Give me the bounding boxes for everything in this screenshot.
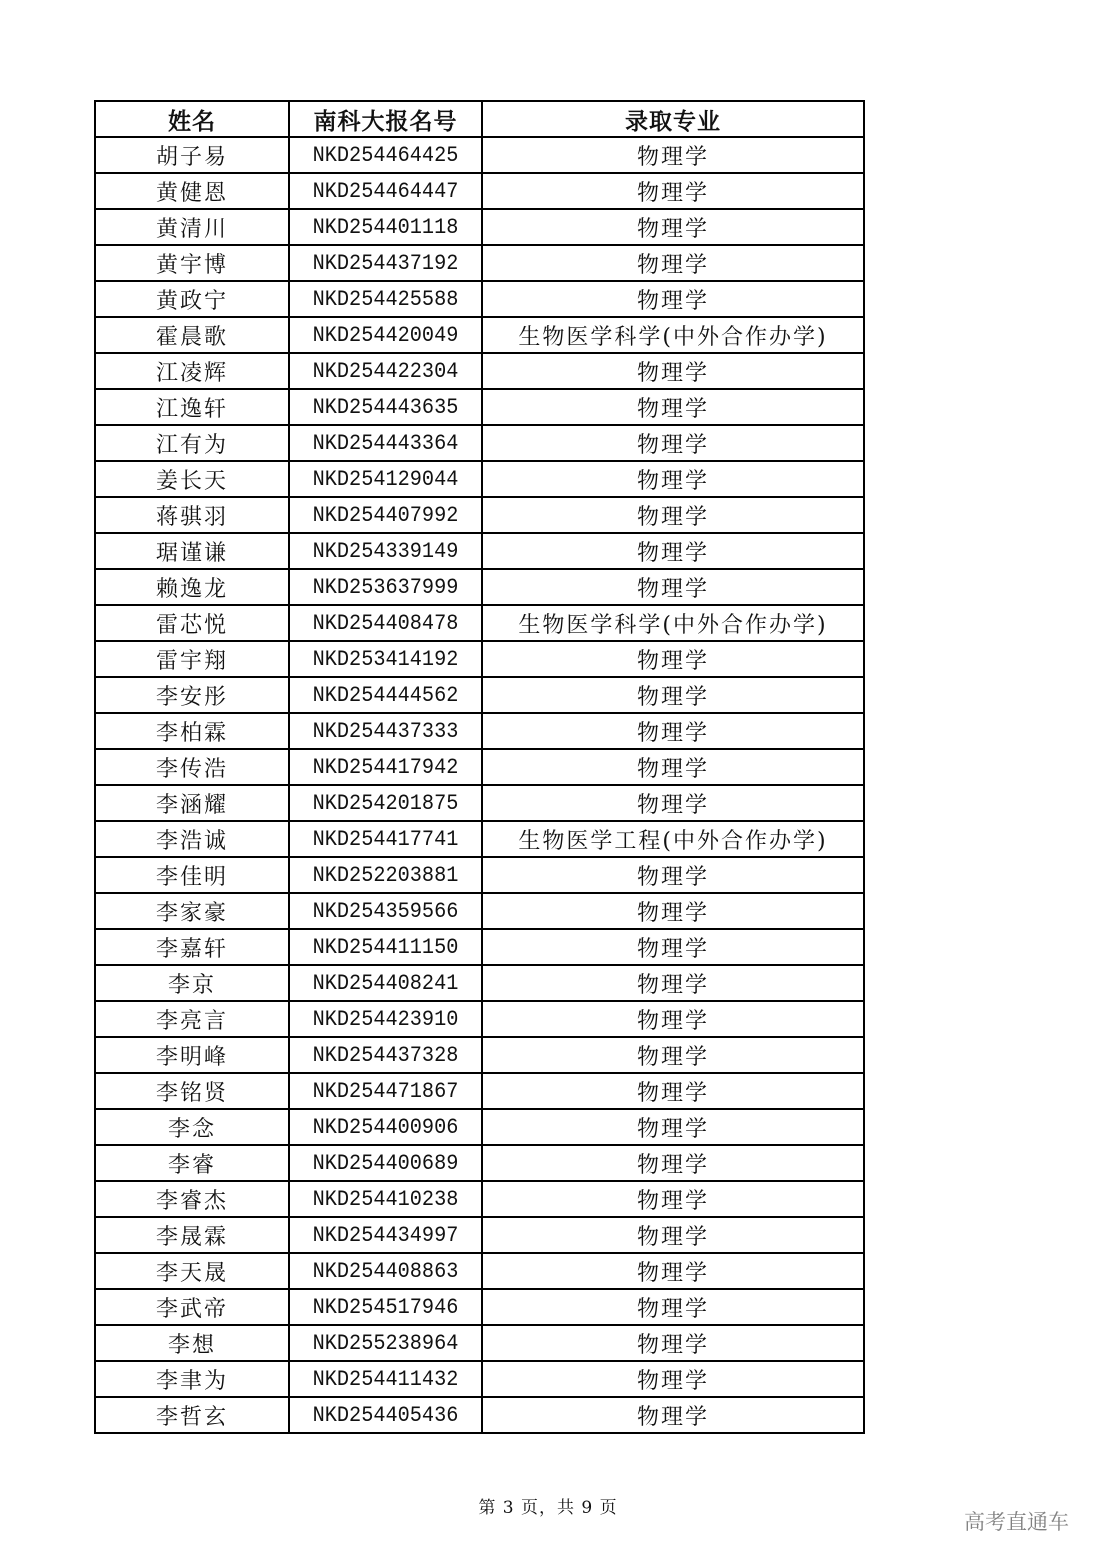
table-row	[95, 641, 864, 677]
header-major: 录取专业	[482, 101, 864, 137]
name-cell: 李传浩	[95, 749, 289, 785]
registration-id-cell: NKD254129044	[297, 461, 475, 497]
table-row	[95, 317, 864, 353]
table-row	[95, 1325, 864, 1361]
registration-id-cell: NKD254444562	[297, 677, 475, 713]
name-cell: 霍晨歌	[95, 317, 289, 353]
name-cell: 李京	[95, 965, 289, 1001]
registration-id-cell: NKD254411150	[297, 929, 475, 965]
registration-id-cell: NKD254443635	[297, 389, 475, 425]
table-row	[95, 749, 864, 785]
registration-id-cell: NKD254405436	[297, 1397, 475, 1433]
major-cell: 物理学	[482, 641, 864, 677]
name-cell: 李睿杰	[95, 1181, 289, 1217]
table-row	[95, 389, 864, 425]
major-cell: 物理学	[482, 857, 864, 893]
name-cell: 李佳明	[95, 857, 289, 893]
major-cell: 物理学	[482, 1073, 864, 1109]
major-cell: 物理学	[482, 677, 864, 713]
registration-id-cell: NKD255238964	[297, 1325, 475, 1361]
registration-id-cell: NKD254464425	[297, 137, 475, 173]
table-row	[95, 929, 864, 965]
table-row	[95, 1037, 864, 1073]
registration-id-cell: NKD252203881	[297, 857, 475, 893]
table-row	[95, 965, 864, 1001]
registration-id-cell: NKD253414192	[297, 641, 475, 677]
table-row	[95, 1181, 864, 1217]
major-cell: 生物医学科学(中外合作办学)	[482, 605, 864, 641]
name-cell: 李想	[95, 1325, 289, 1361]
name-cell: 琚谨谦	[95, 533, 289, 569]
major-cell: 物理学	[482, 929, 864, 965]
name-cell: 李睿	[95, 1145, 289, 1181]
page-footer	[0, 1493, 1099, 1518]
table-row	[95, 605, 864, 641]
name-cell: 雷芯悦	[95, 605, 289, 641]
table-row	[95, 1001, 864, 1037]
major-cell: 物理学	[482, 1217, 864, 1253]
table-row	[95, 1289, 864, 1325]
name-cell: 雷宇翔	[95, 641, 289, 677]
major-cell: 物理学	[482, 1109, 864, 1145]
name-cell: 蒋骐羽	[95, 497, 289, 533]
registration-id-cell: NKD254401118	[297, 209, 475, 245]
major-cell: 物理学	[482, 389, 864, 425]
major-cell: 物理学	[482, 173, 864, 209]
registration-id-cell: NKD254420049	[297, 317, 475, 353]
registration-id-cell: NKD254434997	[297, 1217, 475, 1253]
registration-id-cell: NKD254464447	[297, 173, 475, 209]
major-cell: 物理学	[482, 425, 864, 461]
registration-id-cell: NKD254408478	[297, 605, 475, 641]
table-row	[95, 1397, 864, 1433]
name-cell: 黄政宁	[95, 281, 289, 317]
table-row	[95, 857, 864, 893]
name-cell: 江逸轩	[95, 389, 289, 425]
major-cell: 物理学	[482, 353, 864, 389]
name-cell: 江有为	[95, 425, 289, 461]
page-number: 第 3 页，共 9 页	[478, 1498, 618, 1518]
table-row	[95, 461, 864, 497]
registration-id-cell: NKD254408863	[297, 1253, 475, 1289]
name-cell: 李晟霖	[95, 1217, 289, 1253]
name-cell: 江凌辉	[95, 353, 289, 389]
major-cell: 物理学	[482, 785, 864, 821]
registration-id-cell: NKD254425588	[297, 281, 475, 317]
name-cell: 李哲玄	[95, 1397, 289, 1433]
registration-id-cell: NKD254411432	[297, 1361, 475, 1397]
table-row	[95, 137, 864, 173]
name-cell: 姜长天	[95, 461, 289, 497]
registration-id-cell: NKD254437333	[297, 713, 475, 749]
table-row	[95, 353, 864, 389]
name-cell: 李聿为	[95, 1361, 289, 1397]
name-cell: 李浩诚	[95, 821, 289, 857]
registration-id-cell: NKD254408241	[297, 965, 475, 1001]
major-cell: 物理学	[482, 1001, 864, 1037]
registration-id-cell: NKD253637999	[297, 569, 475, 605]
major-cell: 物理学	[482, 1289, 864, 1325]
major-cell: 物理学	[482, 1181, 864, 1217]
registration-id-cell: NKD254471867	[297, 1073, 475, 1109]
major-cell: 物理学	[482, 965, 864, 1001]
table-row	[95, 1253, 864, 1289]
name-cell: 李家豪	[95, 893, 289, 929]
major-cell: 物理学	[482, 1325, 864, 1361]
table-row	[95, 1109, 864, 1145]
registration-id-cell: NKD254437192	[297, 245, 475, 281]
admission-table	[94, 100, 865, 1434]
major-cell: 物理学	[482, 533, 864, 569]
name-cell: 李明峰	[95, 1037, 289, 1073]
registration-id-cell: NKD254407992	[297, 497, 475, 533]
table-row	[95, 281, 864, 317]
table-row	[95, 1145, 864, 1181]
name-cell: 黄健恩	[95, 173, 289, 209]
table-row	[95, 785, 864, 821]
table-row	[95, 1073, 864, 1109]
table-row	[95, 1217, 864, 1253]
name-cell: 李念	[95, 1109, 289, 1145]
table-row	[95, 569, 864, 605]
major-cell: 物理学	[482, 137, 864, 173]
registration-id-cell: NKD254437328	[297, 1037, 475, 1073]
registration-id-cell: NKD254400689	[297, 1145, 475, 1181]
major-cell: 生物医学科学(中外合作办学)	[482, 317, 864, 353]
table-row	[95, 245, 864, 281]
name-cell: 李安彤	[95, 677, 289, 713]
table-row	[95, 209, 864, 245]
registration-id-cell: NKD254417741	[297, 821, 475, 857]
header-registration-id: 南科大报名号	[289, 101, 482, 137]
header-name: 姓名	[95, 101, 289, 137]
major-cell: 物理学	[482, 281, 864, 317]
name-cell: 赖逸龙	[95, 569, 289, 605]
name-cell: 李武帝	[95, 1289, 289, 1325]
registration-id-cell: NKD254400906	[297, 1109, 475, 1145]
table-row	[95, 713, 864, 749]
registration-id-cell: NKD254410238	[297, 1181, 475, 1217]
table-row	[95, 821, 864, 857]
major-cell: 物理学	[482, 1037, 864, 1073]
name-cell: 李天晟	[95, 1253, 289, 1289]
name-cell: 李涵耀	[95, 785, 289, 821]
major-cell: 物理学	[482, 245, 864, 281]
registration-id-cell: NKD254201875	[297, 785, 475, 821]
major-cell: 物理学	[482, 569, 864, 605]
registration-id-cell: NKD254443364	[297, 425, 475, 461]
name-cell: 李铭贤	[95, 1073, 289, 1109]
name-cell: 李嘉轩	[95, 929, 289, 965]
table-row	[95, 1361, 864, 1397]
name-cell: 李柏霖	[95, 713, 289, 749]
registration-id-cell: NKD254339149	[297, 533, 475, 569]
major-cell: 物理学	[482, 1397, 864, 1433]
major-cell: 物理学	[482, 461, 864, 497]
major-cell: 物理学	[482, 749, 864, 785]
registration-id-cell: NKD254359566	[297, 893, 475, 929]
table-row	[95, 425, 864, 461]
major-cell: 物理学	[482, 1253, 864, 1289]
registration-id-cell: NKD254422304	[297, 353, 475, 389]
major-cell: 物理学	[482, 1361, 864, 1397]
table-row	[95, 173, 864, 209]
name-cell: 李亮言	[95, 1001, 289, 1037]
table-row	[95, 497, 864, 533]
table-header-row	[95, 101, 864, 137]
registration-id-cell: NKD254517946	[297, 1289, 475, 1325]
major-cell: 物理学	[482, 1145, 864, 1181]
name-cell: 黄清川	[95, 209, 289, 245]
table-row	[95, 533, 864, 569]
registration-id-cell: NKD254417942	[297, 749, 475, 785]
name-cell: 黄宇博	[95, 245, 289, 281]
watermark: 高考直通车	[964, 1510, 1069, 1534]
table-row	[95, 893, 864, 929]
major-cell: 物理学	[482, 893, 864, 929]
major-cell: 物理学	[482, 713, 864, 749]
registration-id-cell: NKD254423910	[297, 1001, 475, 1037]
table-row	[95, 677, 864, 713]
name-cell: 胡子易	[95, 137, 289, 173]
major-cell: 生物医学工程(中外合作办学)	[482, 821, 864, 857]
major-cell: 物理学	[482, 497, 864, 533]
major-cell: 物理学	[482, 209, 864, 245]
